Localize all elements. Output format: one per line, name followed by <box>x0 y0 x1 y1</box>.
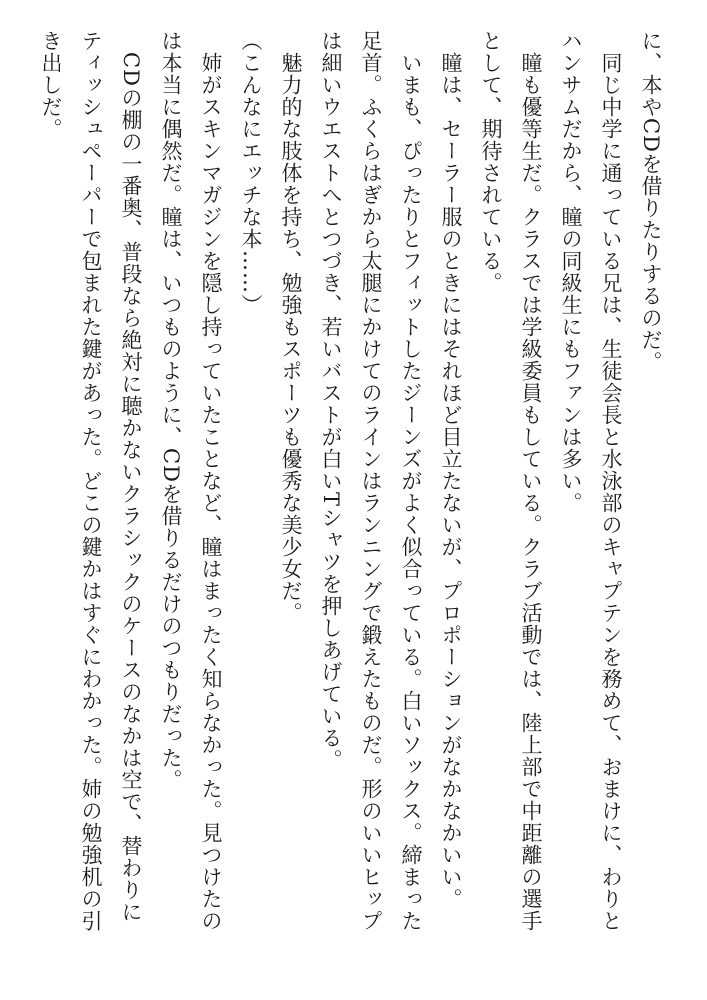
text-column-15: ティッシュペーパーで包まれた鍵があった。どこの鍵かはすぐにわかった。姉の勉強机の引 <box>79 30 103 932</box>
text-column-8: 足首。ふくらはぎから太腿にかけてのラインはランニングで鍛えたものだ。形のいいヒップ <box>359 30 383 932</box>
text-column-11: （こんなにエッチな本……） <box>239 30 263 316</box>
text-column-2: 同じ中学に通っている兄は、生徒会長と水泳部のキャプテンを務めて、おまけに、わりと <box>599 30 623 932</box>
text-column-13: は本当に偶然だ。瞳は、いつものように、CDを借りるだけのつもりだった。 <box>159 30 183 791</box>
text-column-14: CDの棚の一番奥、普段なら絶対に聴かないクラシックのケースのなかは空で、替わりに <box>119 30 143 923</box>
text-column-9: は細いウエストへとつづき、若いバストが白いTシャツを押しあげている。 <box>319 30 343 772</box>
text-column-5: として、期待されている。 <box>479 30 503 294</box>
text-column-7: いまも、ぴったりとフィットしたジーンズがよく似合っている。白いソックス。締まった <box>399 30 423 932</box>
text-column-6: 瞳は、セーラー服のときにはそれほど目立たないが、プロポーションがなかなかいい。 <box>439 30 463 910</box>
text-column-12: 姉がスキンマガジンを隠し持っていたことなど、瞳はまったく知らなかった。見つけたの <box>199 30 223 932</box>
text-column-4: 瞳も優等生だ。クラスでは学級委員もしている。クラブ活動では、陸上部で中距離の選手 <box>519 30 543 932</box>
text-column-3: ハンサムだから、瞳の同級生にもファンは多い。 <box>559 30 583 514</box>
text-column-10: 魅力的な肢体を持ち、勉強もスポーツも優秀な美少女だ。 <box>279 30 303 624</box>
vertical-text-body <box>31 30 671 980</box>
text-column-1: に、本やCDを借りたりするのだ。 <box>639 30 663 373</box>
text-column-16: き出しだ。 <box>39 30 63 140</box>
